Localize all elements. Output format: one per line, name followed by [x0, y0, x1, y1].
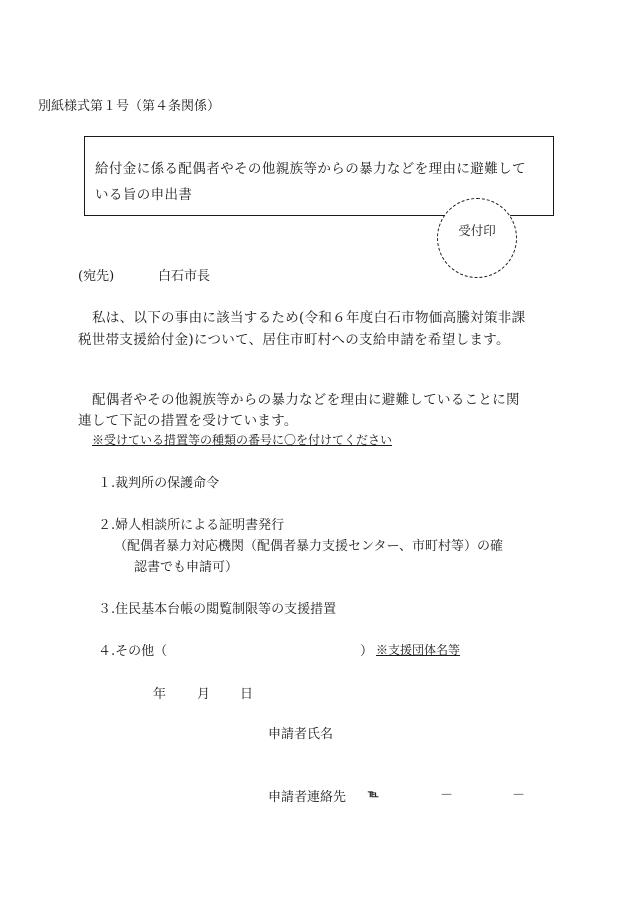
option-2-subtext-line2: 認書でも申請可）: [134, 560, 239, 575]
para2-line1: 配偶者やその他親族等からの暴力などを理由に避難していることに関: [92, 392, 520, 408]
addressee-name: 白石市長: [158, 269, 211, 284]
option-3-resident-register[interactable]: ３.住民基本台帳の閲覧制限等の支援措置: [98, 602, 337, 617]
para1-line2: 税世帯支援給付金)について、居住市町村への支給申請を希望します。: [78, 332, 510, 348]
instruction-note: ※受けている措置等の種類の番号に〇を付けてください: [92, 433, 393, 447]
reception-stamp-circle: [437, 198, 517, 278]
date-day-label: 日: [240, 687, 254, 702]
phone-dash-2: －: [512, 788, 526, 803]
option-4-note: ※支援団体名等: [376, 643, 461, 657]
option-4-other[interactable]: ４.その他（: [98, 644, 168, 659]
telephone-icon: ℡: [368, 789, 378, 800]
option-1-protection-order[interactable]: １.裁判所の保護命令: [98, 476, 220, 491]
applicant-contact-label: 申請者連絡先: [268, 790, 347, 805]
option-2-subtext-line1: （配偶者暴力対応機関（配偶者暴力支援センター、市町村等）の確: [114, 539, 503, 554]
title-line-1: 給付金に係る配偶者やその他親族等からの暴力などを理由に避難して: [95, 161, 526, 177]
reception-stamp-label: 受付印: [458, 223, 496, 238]
date-year-label: 年: [153, 687, 167, 702]
option-4-close-paren: ）: [360, 644, 374, 659]
para2-line2: 連して下記の措置を受けています。: [78, 413, 298, 429]
date-month-label: 月: [197, 687, 211, 702]
phone-dash-1: －: [440, 788, 454, 803]
applicant-name-label: 申請者氏名: [268, 727, 334, 742]
addressee-label: (宛先): [78, 269, 115, 284]
option-2-certificate[interactable]: ２.婦人相談所による証明書発行: [98, 518, 285, 533]
para1-line1: 私は、以下の事由に該当するため(令和６年度白石市物価高騰対策非課: [92, 310, 526, 326]
applicant-phone-field[interactable]: [386, 782, 536, 802]
applicant-name-field[interactable]: [346, 720, 546, 740]
title-line-2: いる旨の申出書: [95, 187, 193, 203]
form-number: 別紙様式第１号（第４条関係）: [38, 99, 221, 114]
option-4-other-input[interactable]: [182, 636, 357, 654]
